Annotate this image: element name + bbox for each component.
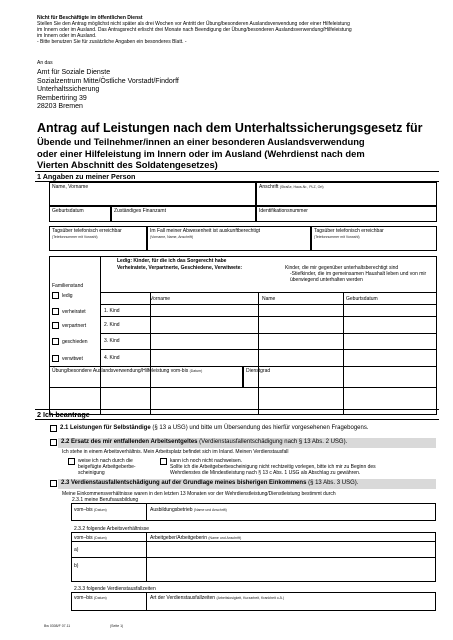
verpartnert-label: verpartnert: [62, 323, 87, 329]
arbeitgeber-hint: (Name und Anschrift): [208, 536, 242, 540]
divider: [343, 292, 344, 415]
address-line: 28203 Bremen: [37, 103, 83, 110]
page-number: (Seite 1): [110, 624, 124, 628]
kind-row-label: 4. Kind: [104, 355, 120, 361]
section-2-1: 2.1 Leistungen für Selbständige (§ 13 a USG) und bitte um Übersendung des hierfür vorgesehenen Fragebogens.: [60, 425, 369, 431]
ausbildungsbetrieb-hint: (Name und Anschrift): [193, 508, 227, 512]
row-a-label: a): [74, 547, 79, 553]
rank-label: Dienstgrad: [246, 368, 271, 374]
section-2-3-text: Meine Einkommensverhältnisse waren in den letzten 13 Monaten vor der Wehrdienstleistung/Dienstleistung bestimmt durch: [62, 491, 336, 497]
vom-bis-label: vom–bis (Datum): [74, 507, 107, 513]
familienstand-label: Familienstand: [52, 283, 84, 289]
address-hint: (Straße, Haus-Nr., PLZ, Ort): [279, 185, 324, 189]
divider: [35, 419, 439, 420]
divider: [71, 541, 436, 542]
arbeitgeber-label: Arbeitgeber/Arbeitgeberin (Name und Anschrift): [150, 535, 242, 541]
divider: [146, 503, 147, 521]
verheiratet-checkbox[interactable]: [52, 308, 59, 315]
divider: [100, 256, 101, 415]
kinder-col-geburtsdatum: Geburtsdatum: [346, 296, 378, 302]
section-2-3-1: 2.3.1 meine Berufsausbildung: [72, 497, 139, 503]
section-2-2-title: 2.2 Ersatz des mir entfallenden Arbeitsentgeltes (Verdienstausfallentschädigung nach § 13 Abs. 2 USG).: [61, 439, 348, 445]
married-note-right: Kinder, die mir gegenüber unterhaltsberechtigt sind: [285, 265, 399, 271]
service-period-hint: (Datum): [189, 369, 203, 373]
divider: [71, 557, 436, 558]
kein-nachweis-line: kann ich noch nicht nachweisen.: [170, 458, 242, 464]
kein-nachweis-checkbox[interactable]: [160, 458, 167, 465]
address-line: Unterhaltssicherung: [37, 86, 100, 93]
phone-hint: (Telefonnummer mit Vorwahl): [52, 235, 98, 239]
notice-line: Stellen Sie den Antrag möglichst nicht später als drei Wochen vor Antritt der Übung/besonderen Auslandsverwendung oder einer Hilfeleistung: [37, 21, 350, 27]
vom-bis-label: vom–bis (Datum): [74, 535, 107, 541]
divider: [35, 409, 439, 410]
section-2-3-title: 2.3 Verdienstausfallentschädigung auf der Grundlage meines bisherigen Einkommens (§ 13 Abs. 3 USG).: [61, 480, 359, 486]
section-2-2-text: Ich stehe in einem Arbeitsverhältnis. Mein Arbeitsplatz befindet sich im Inland. Meinen Verdienstausfall: [62, 449, 289, 455]
verwitwet-checkbox[interactable]: [52, 355, 59, 362]
divider: [150, 292, 151, 415]
datum-hint: (Datum): [94, 596, 107, 600]
kind-row-label: 3. Kind: [104, 338, 120, 344]
ausbildungsbetrieb-label: Ausbildungsbetrieb (Name und Anschrift): [150, 507, 227, 513]
divider: [146, 592, 147, 611]
kind-row-label: 1. Kind: [104, 308, 120, 314]
section-1-heading: 1 Angaben zu meiner Person: [37, 172, 136, 181]
kinder-col-name: Name: [262, 296, 276, 302]
geschieden-label: geschieden: [62, 339, 88, 345]
geschieden-checkbox[interactable]: [52, 338, 59, 345]
ausbildung-row[interactable]: [71, 503, 436, 521]
selbstaendige-checkbox[interactable]: [50, 425, 57, 432]
datum-hint: (Datum): [94, 508, 107, 512]
form-subtitle-line: oder einer Hilfeleistung im Innern oder im Ausland (Wehrdienst nach dem: [37, 147, 365, 159]
address-label: Anschrift (Straße, Haus-Nr., PLZ, Ort): [259, 184, 324, 190]
address-prefix: An das: [37, 60, 53, 66]
notice-line: - Bitte benutzen Sie für zusätzliche Angaben ein besonderes Blatt. -: [37, 39, 187, 45]
name-label: Name, Vorname: [52, 184, 89, 190]
kind-row-label: 2. Kind: [104, 322, 120, 328]
verpartnert-checkbox[interactable]: [52, 322, 59, 329]
kein-nachweis-line: Sollte ich die Arbeitgeberbescheinigung nicht rechtzeitig vorlegen, bitte ich mir zu Beginn des: [170, 464, 376, 470]
divider: [100, 316, 437, 317]
notice-line: im Innern oder im Ausland.: [37, 33, 97, 39]
service-period-label: Übung/besondere Auslandsverwendung/Hilfeleistung vom-bis (Datum): [52, 368, 203, 374]
datum-hint: (Datum): [94, 536, 107, 540]
verheiratet-label: verheiratet: [62, 309, 86, 315]
notice-line: im Innern oder im Ausland. Das Antragsrecht erlischt drei Monate nach Beendigung der Übung/besonderen Auslandsverwendung/Hilfeleistung: [37, 27, 352, 33]
section-2-heading: 2 Ich beantrage: [37, 410, 90, 419]
nachweis-line: beigefügte Arbeitgeberbe-: [78, 464, 136, 470]
rank-field[interactable]: [243, 366, 437, 388]
phone-label: Tagsüber telefonisch erreichbar: [52, 228, 122, 234]
form-number: Bw 0308/F 07.11: [44, 624, 71, 628]
ledig-checkbox[interactable]: [52, 292, 59, 299]
divider: [100, 333, 437, 334]
tax-id-label: Identifikationsnummer: [259, 208, 308, 214]
form-subtitle-line: Übende und Teilnehmer/innen an einer besonderen Auslandsverwendung: [37, 136, 365, 147]
art-hint: (Arbeitslosigkeit, Kurzarbeit, Krankheit o.Ä.): [216, 596, 285, 600]
ledig-note: Ledig: Kinder, für die ich das Sorgerecht habe: [117, 258, 227, 264]
verwitwet-label: verwitwet: [62, 356, 83, 362]
kein-nachweis-line: Wehrdienstes die Mindestleistung nach § 13 c Abs. 1 USG als Abschlag zu gewähren.: [170, 470, 361, 476]
birthdate-label: Geburtsdatum: [52, 208, 84, 214]
address-line: Rembertiring 39: [37, 94, 87, 102]
divider: [100, 349, 437, 350]
ledig-label: ledig: [62, 293, 73, 299]
absence-phone-label: Tagsüber telefonisch erreichbar: [314, 228, 384, 234]
arbeitsentgelt-checkbox[interactable]: [50, 439, 57, 446]
row-b-label: b): [74, 563, 79, 569]
section-2-3-2: 2.3.2 folgende Arbeitsverhältnisse: [74, 526, 150, 532]
address-line: Sozialzentrum Mitte/Östliche Vorstadt/Findorff: [37, 77, 179, 85]
vom-bis-label: vom–bis (Datum): [74, 595, 107, 601]
married-note-right: überwiegend unterhalten werden: [290, 277, 363, 283]
nachweis-line: weise ich nach durch die: [78, 458, 133, 464]
form-title: Antrag auf Leistungen nach dem Unterhaltssicherungsgesetz für: [37, 121, 423, 135]
divider: [258, 292, 259, 415]
married-note-right: -Stiefkinder, die im gemeinsamen Haushalt leben und von mir: [290, 271, 427, 277]
nachweis-checkbox[interactable]: [68, 458, 75, 465]
tax-office-label: Zuständiges Finanzamt: [114, 208, 166, 214]
absence-hint: (Vorname, Name, Anschrift): [150, 235, 193, 239]
absence-phone-hint: (Telefonnummer mit Vorwahl): [314, 235, 360, 239]
form-subtitle-line: Vierten Abschnitt des Soldatengesetzes): [37, 159, 218, 170]
family-block: [49, 256, 437, 415]
kinder-col-vorname: Vorname: [150, 296, 171, 302]
notice-title: Nicht für Beschäftigte im öffentlichen Dienst: [37, 15, 143, 21]
address-line: Amt für Soziale Dienste: [37, 69, 111, 76]
bisheriges-einkommen-checkbox[interactable]: [50, 480, 57, 487]
absence-label: Im Fall meiner Abwesenheit ist auskunftberechtigt: [150, 228, 261, 234]
married-note: Verheiratete, Verpartnerte, Geschiedene, Verwitwete:: [117, 265, 243, 271]
section-2-3-3: 2.3.3 folgende Verdienstausfallzeiten: [74, 586, 156, 592]
nachweis-line: scheinigung: [78, 470, 105, 476]
art-label: Art der Verdienstausfallzeiten (Arbeitslosigkeit, Kurzarbeit, Krankheit o.Ä.): [150, 595, 285, 601]
